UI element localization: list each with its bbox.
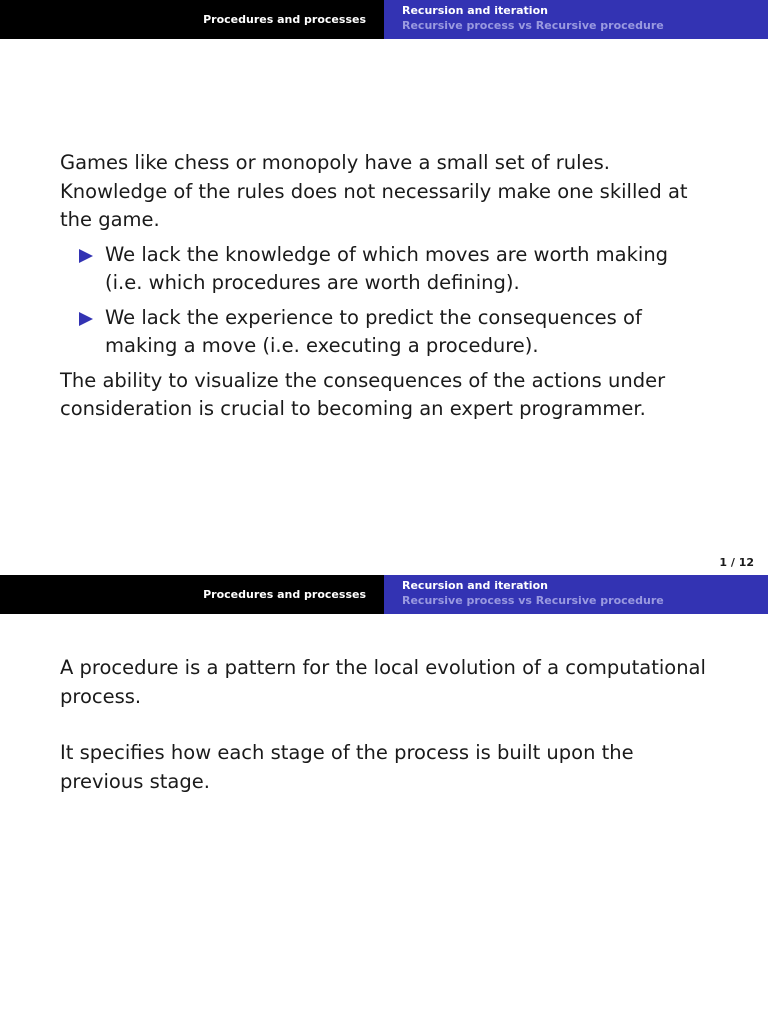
nav-section-left bbox=[0, 575, 384, 614]
page-number: 1 / 12 bbox=[719, 556, 754, 569]
nav-link-section[interactable]: Recursion and iteration bbox=[402, 579, 548, 592]
nav-link-section[interactable]: Recursion and iteration bbox=[402, 4, 548, 17]
nav-section-left bbox=[0, 0, 384, 39]
nav-section-right bbox=[384, 575, 768, 614]
navigation-bar bbox=[0, 0, 768, 39]
bullet-item bbox=[105, 241, 710, 298]
outro-paragraph: The ability to visualize the consequences of the actions under consideration is crucial to becoming an expert programmer. bbox=[60, 368, 666, 420]
slide-content bbox=[60, 149, 710, 424]
nav-link-subsection[interactable]: Recursive process vs Recursive procedure bbox=[402, 19, 664, 32]
intro-paragraph: Games like chess or monopoly have a small set of rules. Knowledge of the rules does not necessarily make one skilled at the game. bbox=[60, 151, 688, 231]
paragraph: It specifies how each stage of the process is built upon the previous stage. bbox=[60, 741, 634, 793]
nav-link-procedures-and-processes[interactable]: Procedures and processes bbox=[203, 588, 366, 601]
bullet-item bbox=[105, 304, 710, 361]
navigation-bar bbox=[0, 575, 768, 614]
nav-link-subsection[interactable]: Recursive process vs Recursive procedure bbox=[402, 594, 664, 607]
slide-2 bbox=[0, 575, 768, 1024]
slide-content bbox=[60, 654, 710, 796]
bullet-text: We lack the experience to predict the consequences of making a move (i.e. executing a procedure). bbox=[105, 305, 642, 357]
triangle-bullet-icon bbox=[79, 249, 93, 263]
paragraph: A procedure is a pattern for the local evolution of a computational process. bbox=[60, 656, 706, 708]
bullet-text: We lack the knowledge of which moves are worth making (i.e. which procedures are worth defining). bbox=[105, 242, 669, 294]
bullet-list bbox=[60, 241, 710, 361]
nav-section-right bbox=[384, 0, 768, 39]
nav-link-procedures-and-processes[interactable]: Procedures and processes bbox=[203, 13, 366, 26]
triangle-bullet-icon bbox=[79, 312, 93, 326]
